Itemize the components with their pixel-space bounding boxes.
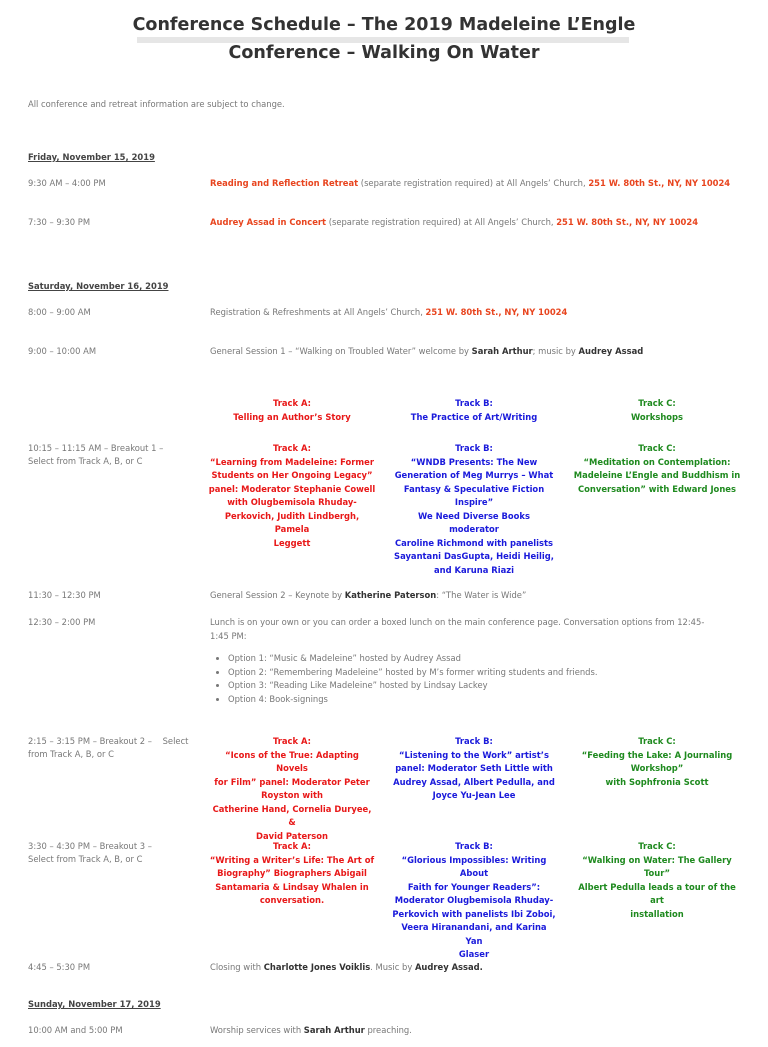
line: “Writing a Writer’s Life: The Art of (209, 854, 375, 865)
line: and Karuna Riazi (433, 564, 514, 575)
retreat-address[interactable]: 251 W. 80th St., NY, NY 10024 (588, 178, 731, 188)
line: 3:30 – 4:30 PM – Breakout 3 – (28, 841, 152, 851)
line: “WNDB Presents: The New (410, 456, 538, 467)
line: Track C: (638, 841, 676, 851)
session2-text: General Session 2 – Keynote by (210, 590, 345, 600)
track-c-label: Track C: (638, 398, 676, 408)
session1-mid: ; music by (532, 346, 579, 356)
lunch-line2: 1:45 PM: (210, 630, 247, 641)
line: Leggett (273, 537, 311, 548)
time-breakout1: 10:15 – 11:15 AM – Breakout 1 – Select from Track A, B, or C (28, 443, 164, 466)
line: Caroline Richmond with panelists (394, 537, 554, 548)
registration-text: Registration & Refreshments at All Angels’ Church, (210, 307, 426, 317)
breakout2-track-b (392, 735, 556, 803)
line: Moderator Olugbemisola Rhuday- (394, 895, 554, 905)
event-session2 (210, 589, 750, 603)
event-retreat (210, 177, 750, 191)
line: Track B: (455, 841, 493, 851)
time-concert: 7:30 – 9:30 PM (28, 217, 91, 227)
line: Generation of Meg Murrys – What (394, 470, 554, 480)
breakout2-track-c (570, 735, 744, 789)
time-lunch: 12:30 – 2:00 PM (28, 617, 96, 627)
line: with Olugbemisola Rhuday- (227, 497, 357, 507)
concert-address[interactable]: 251 W. 80th St., NY, NY 10024 (556, 217, 699, 227)
day-heading-saturday: Saturday, November 16, 2019 (28, 281, 169, 291)
list-item: • Option 4: Book-signings (228, 693, 748, 707)
line: conversation. (259, 895, 325, 905)
concert-detail: (separate registration required) at All Angels’ Church, (326, 217, 557, 227)
time-breakout3 (28, 840, 198, 866)
event-closing (210, 961, 750, 975)
line: Audrey Assad, Albert Pedulla, and (393, 776, 555, 787)
time-closing: 4:45 – 5:30 PM (28, 962, 91, 972)
line: Joyce Yu-Jean Lee (432, 790, 516, 800)
breakout3-track-c (570, 840, 744, 921)
closing-speaker: Charlotte Jones Voiklis (263, 962, 371, 972)
track-b-theme: The Practice of Art/Writing (410, 411, 538, 422)
line: Perkovich, Judith Lindbergh, Pamela (224, 510, 360, 534)
line: Tour” (643, 868, 671, 878)
breakout3-track-b (392, 840, 556, 962)
time-breakout2 (28, 735, 198, 761)
track-c-theme: Workshops (630, 411, 684, 422)
lunch-line1: Lunch is on your own or you can order a boxed lunch on the main conference page. Conversation options from 12:45- (210, 617, 705, 627)
session2-rest: : “The Water is Wide” (436, 590, 527, 600)
line: 2:15 – 3:15 PM – Breakout 2 – Select (28, 736, 189, 746)
line: Conversation” with Edward Jones (578, 483, 736, 494)
page-title-line2: Conference – Walking On Water (228, 43, 540, 63)
line: for Film” panel: Moderator Peter (214, 776, 370, 787)
breakout1-track-b (392, 442, 556, 577)
line: from Track A, B, or C (28, 749, 114, 759)
line: Select from Track A, B, or C (28, 854, 143, 864)
track-a-header (208, 397, 376, 424)
closing-musician: Audrey Assad. (414, 962, 483, 972)
line: Fantasy & Speculative Fiction (403, 483, 545, 494)
list-item: • Option 1: “Music & Madeleine” hosted by Audrey Assad (228, 652, 748, 666)
line: Track A: (272, 736, 311, 746)
line: David Paterson (256, 830, 328, 841)
line: “Glorious Impossibles: Writing About (401, 854, 547, 878)
track-b-header (392, 397, 556, 424)
line: Glaser (458, 949, 490, 959)
event-concert (210, 216, 750, 230)
line: “Learning from Madeleine: Former (210, 456, 374, 467)
retreat-detail: (separate registration required) at All Angels’ Church, (358, 178, 589, 188)
breakout1-track-c (570, 442, 744, 496)
line: Madeleine L’Engle and Buddhism in (573, 470, 741, 480)
time-session2: 11:30 – 12:30 PM (28, 590, 101, 600)
line: Track B: (455, 736, 493, 746)
line: Santamaria & Lindsay Whalen in (215, 881, 369, 892)
line: Faith for Younger Readers”: (407, 881, 541, 892)
line: “Icons of the True: Adapting Novels (225, 749, 359, 773)
line: panel: Moderator Stephanie Cowell (208, 483, 376, 494)
line: Perkovich with panelists Ibi Zoboi, (392, 908, 556, 919)
breakout1-track-a (208, 442, 376, 550)
page-title-line1: Conference Schedule – The 2019 Madeleine L’Engle (132, 15, 636, 35)
session1-text: General Session 1 – “Walking on Troubled Water” welcome by (210, 346, 472, 356)
breakout3-track-a (208, 840, 376, 908)
line: Track A: (272, 841, 311, 851)
worship-rest: preaching. (364, 1025, 412, 1035)
line: Track A: (272, 443, 311, 453)
retreat-link[interactable]: Reading and Reflection Retreat (210, 178, 359, 188)
lunch-options-list (218, 652, 748, 706)
line: Royston with (261, 790, 323, 800)
line: Track C: (638, 736, 676, 746)
event-session1 (210, 345, 750, 359)
worship-text: Worship services with (210, 1025, 304, 1035)
session2-speaker: Katherine Paterson (344, 590, 437, 600)
time-registration: 8:00 – 9:00 AM (28, 307, 91, 317)
line: Albert Pedulla leads a tour of the art (578, 881, 736, 905)
breakout2-track-a (208, 735, 376, 843)
time-worship: 10:00 AM and 5:00 PM (28, 1025, 123, 1035)
line: We Need Diverse Books moderator (418, 510, 530, 534)
line: Students on Her Ongoing Legacy” (211, 470, 373, 480)
event-lunch (210, 616, 750, 643)
event-registration (210, 306, 750, 320)
disclaimer-note: All conference and retreat information are subject to change. (28, 99, 285, 109)
line: Sayantani DasGupta, Heidi Heilig, (394, 551, 554, 561)
line: Biography” Biographers Abigail (217, 868, 367, 878)
session1-speaker: Sarah Arthur (471, 346, 533, 356)
track-b-label: Track B: (455, 398, 493, 408)
line: Veera Hiranandani, and Karina Yan (401, 922, 547, 946)
day-heading-friday: Friday, November 15, 2019 (28, 152, 155, 162)
day-heading-sunday: Sunday, November 17, 2019 (28, 999, 161, 1009)
line: “Feeding the Lake: A Journaling (581, 749, 733, 760)
time-session1: 9:00 – 10:00 AM (28, 346, 97, 356)
event-worship (210, 1024, 750, 1038)
worship-speaker: Sarah Arthur (303, 1025, 365, 1035)
list-item: • Option 2: “Remembering Madeleine” hosted by M’s former writing students and friends. (228, 666, 748, 680)
line: Workshop” (630, 763, 684, 773)
line: Track B: (455, 443, 493, 453)
closing-mid: . Music by (370, 962, 415, 972)
line: Track C: (638, 443, 676, 453)
list-item: • Option 3: “Reading Like Madeleine” hosted by Lindsay Lackey (228, 679, 748, 693)
time-retreat: 9:30 AM – 4:00 PM (28, 178, 106, 188)
track-c-header (570, 397, 744, 424)
line: “Walking on Water: The Gallery (582, 854, 732, 865)
track-a-label: Track A: (272, 398, 311, 408)
closing-text: Closing with (210, 962, 264, 972)
registration-address[interactable]: 251 W. 80th St., NY, NY 10024 (425, 307, 568, 317)
line: “Meditation on Contemplation: (583, 456, 731, 467)
track-a-theme: Telling an Author’s Story (233, 411, 351, 422)
line: with Sophfronia Scott (605, 776, 709, 787)
line: “Listening to the Work” artist’s (399, 749, 549, 760)
line: Catherine Hand, Cornelia Duryee, & (212, 803, 372, 827)
line: panel: Moderator Seth Little with (395, 763, 553, 773)
line: Inspire” (454, 497, 494, 507)
line: installation (630, 908, 684, 919)
session1-musician: Audrey Assad (578, 346, 644, 356)
concert-link[interactable]: Audrey Assad in Concert (210, 217, 327, 227)
